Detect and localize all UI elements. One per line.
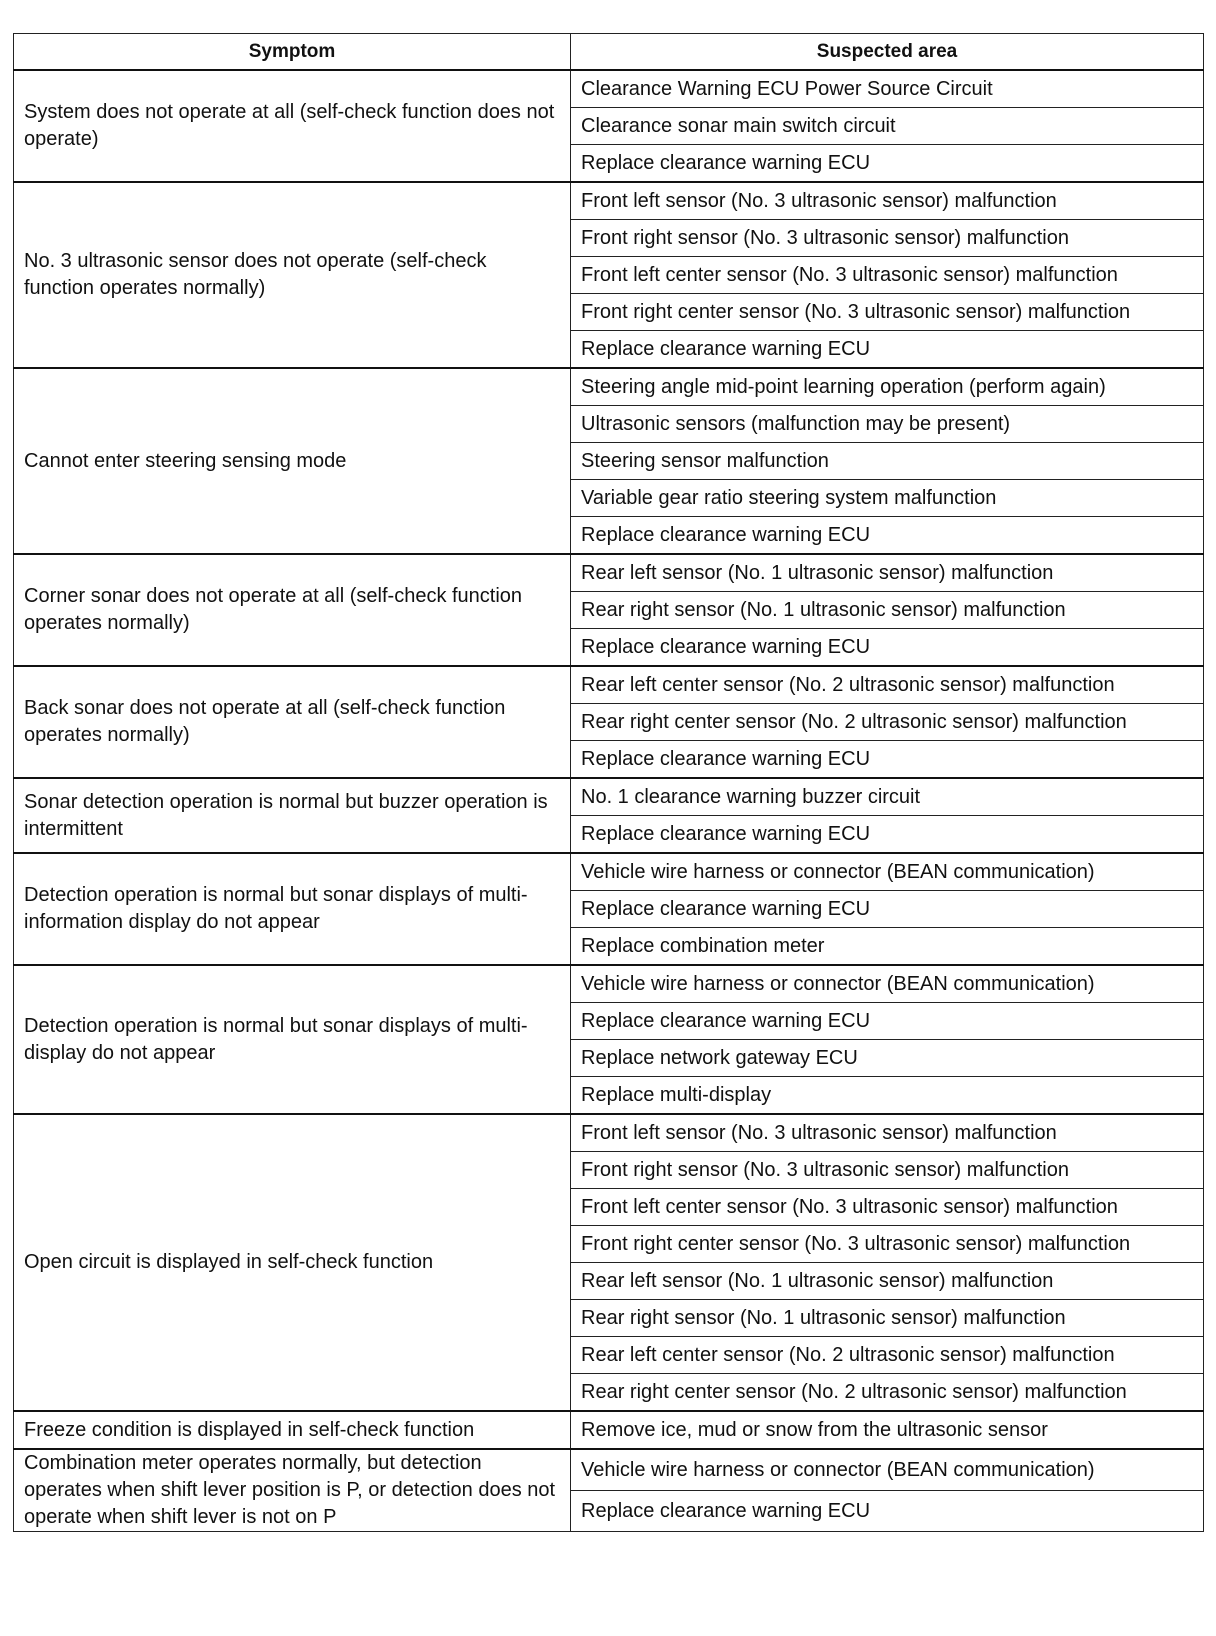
symptom-cell: Open circuit is displayed in self-check function: [14, 1114, 571, 1411]
symptom-cell: Corner sonar does not operate at all (self-check function operates normally): [14, 554, 571, 666]
suspected-area-cell: Replace clearance warning ECU: [571, 1003, 1204, 1040]
suspected-area-cell: No. 1 clearance warning buzzer circuit: [571, 778, 1204, 816]
table-row: [14, 1449, 1204, 1491]
symptom-cell: Cannot enter steering sensing mode: [14, 368, 571, 554]
symptom-group: [14, 70, 1204, 182]
suspected-area-cell: Front right sensor (No. 3 ultrasonic sensor) malfunction: [571, 220, 1204, 257]
suspected-area-cell: Steering angle mid-point learning operation (perform again): [571, 368, 1204, 406]
suspected-area-cell: Steering sensor malfunction: [571, 443, 1204, 480]
suspected-area-cell: Rear left sensor (No. 1 ultrasonic sensor) malfunction: [571, 1263, 1204, 1300]
suspected-area-cell: Ultrasonic sensors (malfunction may be present): [571, 406, 1204, 443]
suspected-area-cell: Replace clearance warning ECU: [571, 517, 1204, 555]
suspected-area-cell: Replace clearance warning ECU: [571, 145, 1204, 183]
suspected-area-header: Suspected area: [571, 34, 1204, 71]
suspected-area-cell: Rear right sensor (No. 1 ultrasonic sensor) malfunction: [571, 592, 1204, 629]
suspected-area-cell: Rear right center sensor (No. 2 ultrasonic sensor) malfunction: [571, 1374, 1204, 1412]
table-row: [14, 853, 1204, 891]
suspected-area-cell: Vehicle wire harness or connector (BEAN communication): [571, 965, 1204, 1003]
symptom-cell: Freeze condition is displayed in self-check function: [14, 1411, 571, 1449]
suspected-area-cell: Front right center sensor (No. 3 ultrasonic sensor) malfunction: [571, 294, 1204, 331]
table-row: [14, 965, 1204, 1003]
suspected-area-cell: Front left center sensor (No. 3 ultrasonic sensor) malfunction: [571, 257, 1204, 294]
suspected-area-cell: Front right sensor (No. 3 ultrasonic sensor) malfunction: [571, 1152, 1204, 1189]
symptom-cell: Detection operation is normal but sonar displays of multi-display do not appear: [14, 965, 571, 1114]
suspected-area-cell: Replace clearance warning ECU: [571, 816, 1204, 854]
symptom-group: [14, 778, 1204, 853]
suspected-area-cell: Front left sensor (No. 3 ultrasonic sensor) malfunction: [571, 1114, 1204, 1152]
symptom-group: [14, 554, 1204, 666]
suspected-area-cell: Vehicle wire harness or connector (BEAN communication): [571, 853, 1204, 891]
suspected-area-cell: Front left center sensor (No. 3 ultrasonic sensor) malfunction: [571, 1189, 1204, 1226]
symptom-cell: Back sonar does not operate at all (self-check function operates normally): [14, 666, 571, 778]
header-row: [14, 34, 1204, 71]
symptom-group: [14, 1411, 1204, 1449]
table-row: [14, 182, 1204, 220]
symptom-group: [14, 182, 1204, 368]
symptom-cell: Combination meter operates normally, but detection operates when shift lever position is P, or detection does not operate when shift lever is not on P: [14, 1449, 571, 1532]
symptom-cell: Sonar detection operation is normal but buzzer operation is intermittent: [14, 778, 571, 853]
symptom-cell: No. 3 ultrasonic sensor does not operate (self-check function operates normally): [14, 182, 571, 368]
table-row: [14, 778, 1204, 816]
suspected-area-cell: Front left sensor (No. 3 ultrasonic sensor) malfunction: [571, 182, 1204, 220]
suspected-area-cell: Rear left center sensor (No. 2 ultrasonic sensor) malfunction: [571, 666, 1204, 704]
symptom-group: [14, 666, 1204, 778]
suspected-area-cell: Replace network gateway ECU: [571, 1040, 1204, 1077]
symptom-group: [14, 368, 1204, 554]
suspected-area-cell: Vehicle wire harness or connector (BEAN communication): [571, 1449, 1204, 1491]
symptom-group: [14, 1114, 1204, 1411]
symptom-group: [14, 965, 1204, 1114]
suspected-area-cell: Remove ice, mud or snow from the ultrasonic sensor: [571, 1411, 1204, 1449]
suspected-area-cell: Replace clearance warning ECU: [571, 1491, 1204, 1532]
symptom-table: [13, 33, 1204, 1532]
table-header: [14, 34, 1204, 71]
symptom-cell: Detection operation is normal but sonar displays of multi-information display do not appear: [14, 853, 571, 965]
suspected-area-cell: Replace clearance warning ECU: [571, 331, 1204, 369]
suspected-area-cell: Replace multi-display: [571, 1077, 1204, 1115]
suspected-area-cell: Front right center sensor (No. 3 ultrasonic sensor) malfunction: [571, 1226, 1204, 1263]
troubleshooting-sheet: [13, 33, 1203, 1532]
symptom-group: [14, 1449, 1204, 1532]
suspected-area-cell: Replace combination meter: [571, 928, 1204, 966]
table-row: [14, 368, 1204, 406]
symptom-cell: System does not operate at all (self-check function does not operate): [14, 70, 571, 182]
suspected-area-cell: Rear left center sensor (No. 2 ultrasonic sensor) malfunction: [571, 1337, 1204, 1374]
suspected-area-cell: Rear left sensor (No. 1 ultrasonic sensor) malfunction: [571, 554, 1204, 592]
suspected-area-cell: Variable gear ratio steering system malfunction: [571, 480, 1204, 517]
suspected-area-cell: Replace clearance warning ECU: [571, 891, 1204, 928]
table-row: [14, 1411, 1204, 1449]
suspected-area-cell: Replace clearance warning ECU: [571, 629, 1204, 667]
suspected-area-cell: Rear right sensor (No. 1 ultrasonic sensor) malfunction: [571, 1300, 1204, 1337]
symptom-group: [14, 853, 1204, 965]
suspected-area-cell: Replace clearance warning ECU: [571, 741, 1204, 779]
table-row: [14, 1114, 1204, 1152]
table-row: [14, 70, 1204, 108]
suspected-area-cell: Clearance Warning ECU Power Source Circuit: [571, 70, 1204, 108]
suspected-area-cell: Clearance sonar main switch circuit: [571, 108, 1204, 145]
symptom-header: Symptom: [14, 34, 571, 71]
table-row: [14, 666, 1204, 704]
table-row: [14, 554, 1204, 592]
suspected-area-cell: Rear right center sensor (No. 2 ultrasonic sensor) malfunction: [571, 704, 1204, 741]
